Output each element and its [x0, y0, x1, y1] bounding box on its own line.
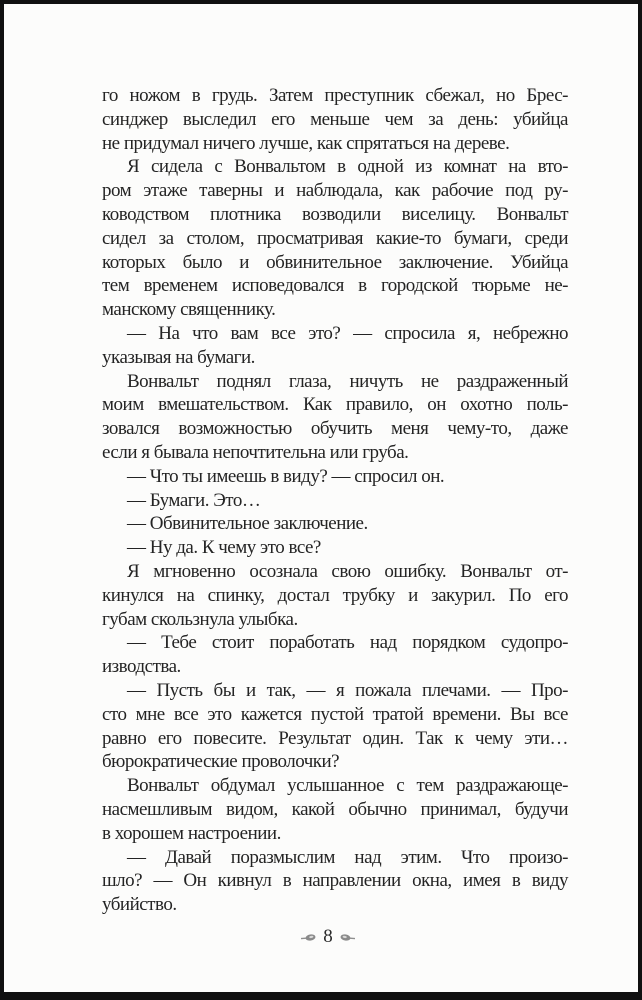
paragraph: [102, 465, 568, 489]
paragraph: [102, 322, 568, 370]
page-footer: [95, 926, 561, 948]
text-line: ром этаже таверны и наблюдала, как рабочие под ру-: [102, 180, 568, 202]
text-line: не придумал ничего лучше, как спрятаться на дереве.: [102, 132, 510, 154]
text-line: синджер выследил его меньше чем за день: убийца: [102, 108, 568, 130]
paragraph: [102, 774, 568, 845]
text-line: указывая на бумаги.: [102, 346, 255, 368]
text-line: кинулся на спинку, достал трубку и закурил. По его: [102, 584, 568, 606]
paragraph: [102, 512, 568, 536]
paragraph: [102, 155, 568, 322]
paragraph: [102, 631, 568, 679]
text-line: — Бумаги. Это…: [127, 489, 261, 511]
text-line: — Обвинительное заключение.: [127, 513, 368, 535]
text-line: моим вмешательством. Как правило, он охотно поль-: [102, 394, 568, 416]
paragraph: [102, 84, 568, 155]
text-line: — Пусть бы и так, — я пожала плечами. — Про-: [127, 679, 568, 701]
text-line: которых было и обвинительное заключение. Убийца: [102, 251, 568, 273]
paragraph: [102, 489, 568, 513]
text-line: — Тебе стоит поработать над порядком судопро-: [127, 632, 568, 654]
text-line: — На что вам все это? — спросила я, небрежно: [127, 322, 568, 344]
paragraph: [102, 370, 568, 465]
text-line: насмешливым видом, какой обычно принимал, будучи: [102, 798, 568, 820]
text-line: го ножом в грудь. Затем преступник сбежал, но Брес-: [102, 85, 568, 106]
paragraph: [102, 536, 568, 560]
footer-ornament-right-icon: [340, 933, 355, 942]
text-line: равно его повесите. Результат один. Так к чему эти…: [102, 727, 568, 749]
text-line: Я сидела с Вонвальтом в одной из комнат на вто-: [127, 156, 568, 178]
text-line: — Давай поразмыслим над этим. Что произо-: [127, 846, 568, 868]
text-line: сидел за столом, просматривая какие-то бумаги, среди: [102, 227, 568, 249]
text-line: тем временем исповедовался в городской тюрьме не-: [102, 275, 568, 297]
text-line: Вонвальт обдумал услышанное с тем раздражающе-: [127, 775, 568, 797]
text-line: Я мгновенно осознала свою ошибку. Вонвальт от-: [127, 560, 568, 582]
text-line: — Что ты имеешь в виду? — спросил он.: [127, 465, 445, 487]
text-line: Вонвальт поднял глаза, ничуть не раздраженный: [127, 370, 568, 392]
book-page: [4, 4, 638, 992]
text-line: губам скользнула улыбка.: [102, 608, 298, 630]
text-block: [102, 84, 568, 917]
page-number: 8: [323, 926, 333, 947]
footer-ornament-left-icon: [301, 933, 316, 942]
text-line: ководством плотника возводили виселицу. Вонвальт: [102, 203, 568, 225]
text-line: убийство.: [102, 894, 177, 916]
paragraph: [102, 560, 568, 631]
paragraph: [102, 679, 568, 774]
text-line: манскому священнику.: [102, 299, 276, 321]
text-line: зовался возможностью обучить меня чему-то, даже: [102, 418, 568, 440]
text-line: сто мне все это кажется пустой тратой времени. Вы все: [102, 703, 568, 725]
text-line: в хорошем настроении.: [102, 822, 281, 844]
text-line: — Ну да. К чему это все?: [127, 537, 321, 559]
paragraph: [102, 846, 568, 917]
text-line: изводства.: [102, 656, 181, 678]
text-line: шло? — Он кивнул в направлении окна, имея в виду: [102, 870, 568, 892]
text-line: если я бывала непочтительна или груба.: [102, 441, 409, 463]
text-line: бюрократические проволочки?: [102, 751, 340, 773]
